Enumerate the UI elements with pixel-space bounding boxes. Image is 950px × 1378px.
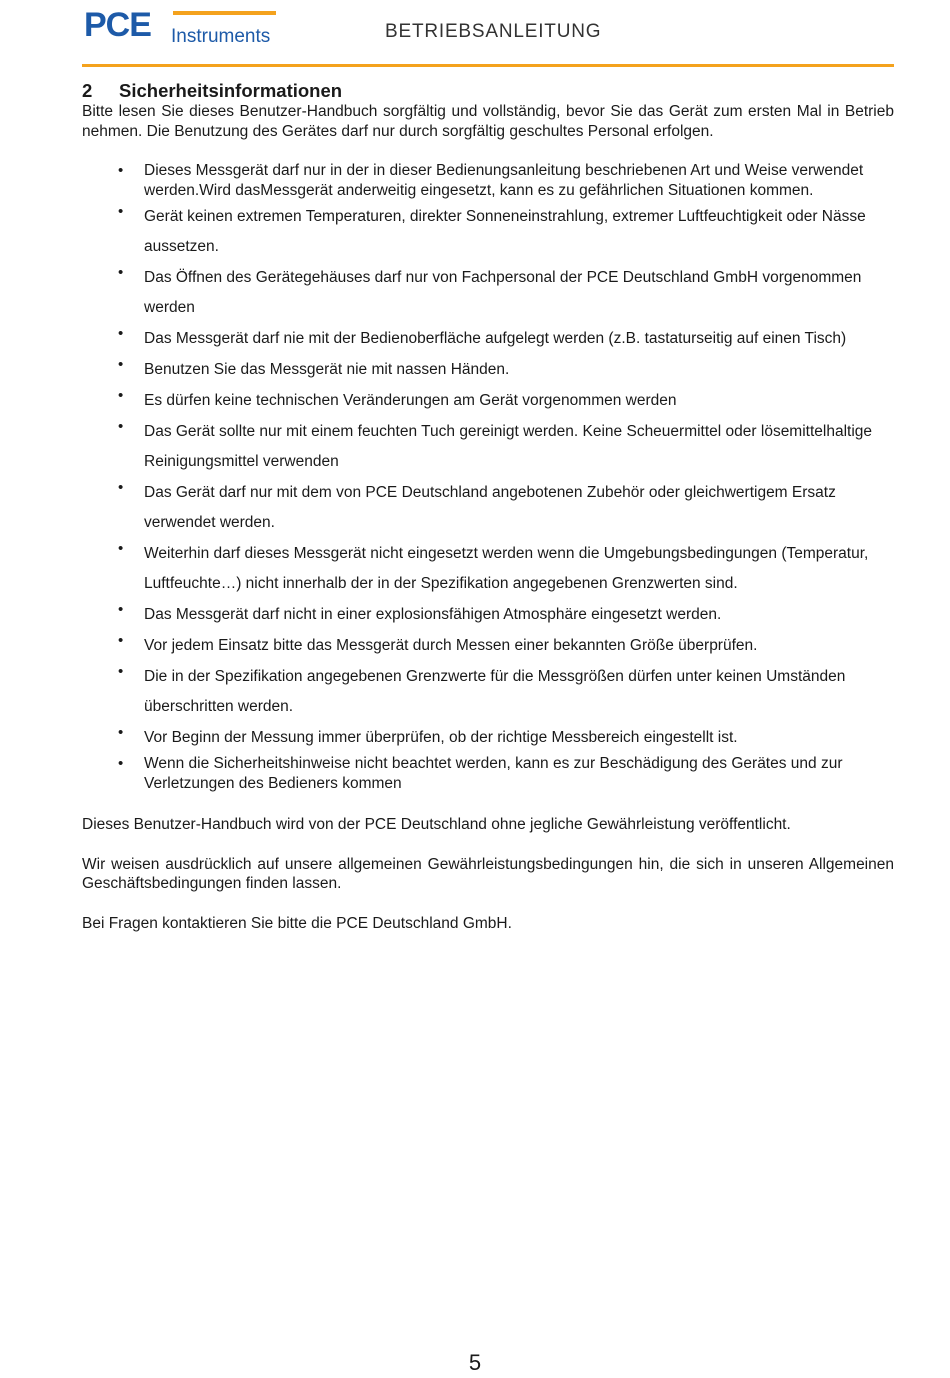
contact-paragraph: Bei Fragen kontaktieren Sie bitte die PCE Deutschland GmbH. [82, 914, 512, 932]
header-divider [82, 64, 894, 67]
document-title: BETRIEBSANLEITUNG [385, 21, 602, 42]
list-item: • Benutzen Sie das Messgerät nie mit nassen Händen. [82, 355, 894, 385]
list-item: • Es dürfen keine technischen Veränderungen am Gerät vorgenommen werden [82, 386, 894, 416]
list-item: • Das Öffnen des Gerätegehäuses darf nur von Fachpersonal der PCE Deutschland GmbH vorgenommen werden [82, 263, 894, 323]
logo-accent-bar [173, 11, 276, 15]
list-item: • Die in der Spezifikation angegebenen Grenzwerte für die Messgrößen dürfen unter keinen Umständen überschritten werden. [82, 662, 894, 722]
warranty-paragraph: Wir weisen ausdrücklich auf unsere allgemeinen Gewährleistungsbedingungen hin, die sich in unseren Allgemeinen Geschäftsbedingungen finden lassen. [82, 855, 894, 892]
section-heading [82, 80, 894, 102]
list-item: • Das Gerät sollte nur mit einem feuchten Tuch gereinigt werden. Keine Scheuermittel oder lösemittelhaltige Reinigungsmittel verwenden [82, 417, 894, 477]
list-item: • Weiterhin darf dieses Messgerät nicht eingesetzt werden wenn die Umgebungsbedingungen (Temperatur, Luftfeuchte…) nicht innerhalb der in der Spezifikation angegebenen Grenzwerten sind. [82, 539, 894, 599]
list-item: • Gerät keinen extremen Temperaturen, direkter Sonneneinstrahlung, extremer Luftfeuchtigkeit oder Nässe aussetzen. [82, 202, 894, 262]
list-item: • Vor Beginn der Messung immer überprüfen, ob der richtige Messbereich eingestellt ist. [82, 723, 894, 753]
page-header [0, 0, 950, 70]
list-item: • Vor jedem Einsatz bitte das Messgerät durch Messen einer bekannten Größe überprüfen. [82, 631, 894, 661]
list-item: • Wenn die Sicherheitshinweise nicht beachtet werden, kann es zur Beschädigung des Gerätes und zur Verletzungen des Bedieners kommen [82, 754, 894, 793]
list-item: • Das Gerät darf nur mit dem von PCE Deutschland angebotenen Zubehör oder gleichwertigem Ersatz verwendet werden. [82, 478, 894, 538]
list-item: • Dieses Messgerät darf nur in der in dieser Bedienungsanleitung beschriebenen Art und Weise verwendet werden.Wird dasMessgerät anderweitig eingesetzt, kann es zu gefährlichen Situationen kommen. [82, 161, 894, 200]
safety-list [82, 161, 894, 793]
page-content [82, 80, 894, 933]
disclaimer-paragraph: Dieses Benutzer-Handbuch wird von der PCE Deutschland ohne jegliche Gewährleistung veröffentlicht. [82, 816, 791, 833]
logo-instruments: Instruments [171, 26, 271, 47]
page-number: 5 [468, 1350, 482, 1375]
intro-paragraph: Bitte lesen Sie dieses Benutzer-Handbuch sorgfältig und vollständig, bevor Sie das Gerät zum ersten Mal in Betrieb nehmen. Die Benutzung des Gerätes darf nur durch sorgfältig geschultes Personal erfolgen. [82, 103, 894, 140]
list-item: • Das Messgerät darf nie mit der Bedienoberfläche aufgelegt werden (z.B. tastaturseitig auf einen Tisch) [82, 324, 894, 354]
list-item: • Das Messgerät darf nicht in einer explosionsfähigen Atmosphäre eingesetzt werden. [82, 600, 894, 630]
section-title: Sicherheitsinformationen [119, 80, 343, 101]
section-number: 2 [82, 80, 93, 101]
logo-pce: PCE [84, 6, 151, 44]
